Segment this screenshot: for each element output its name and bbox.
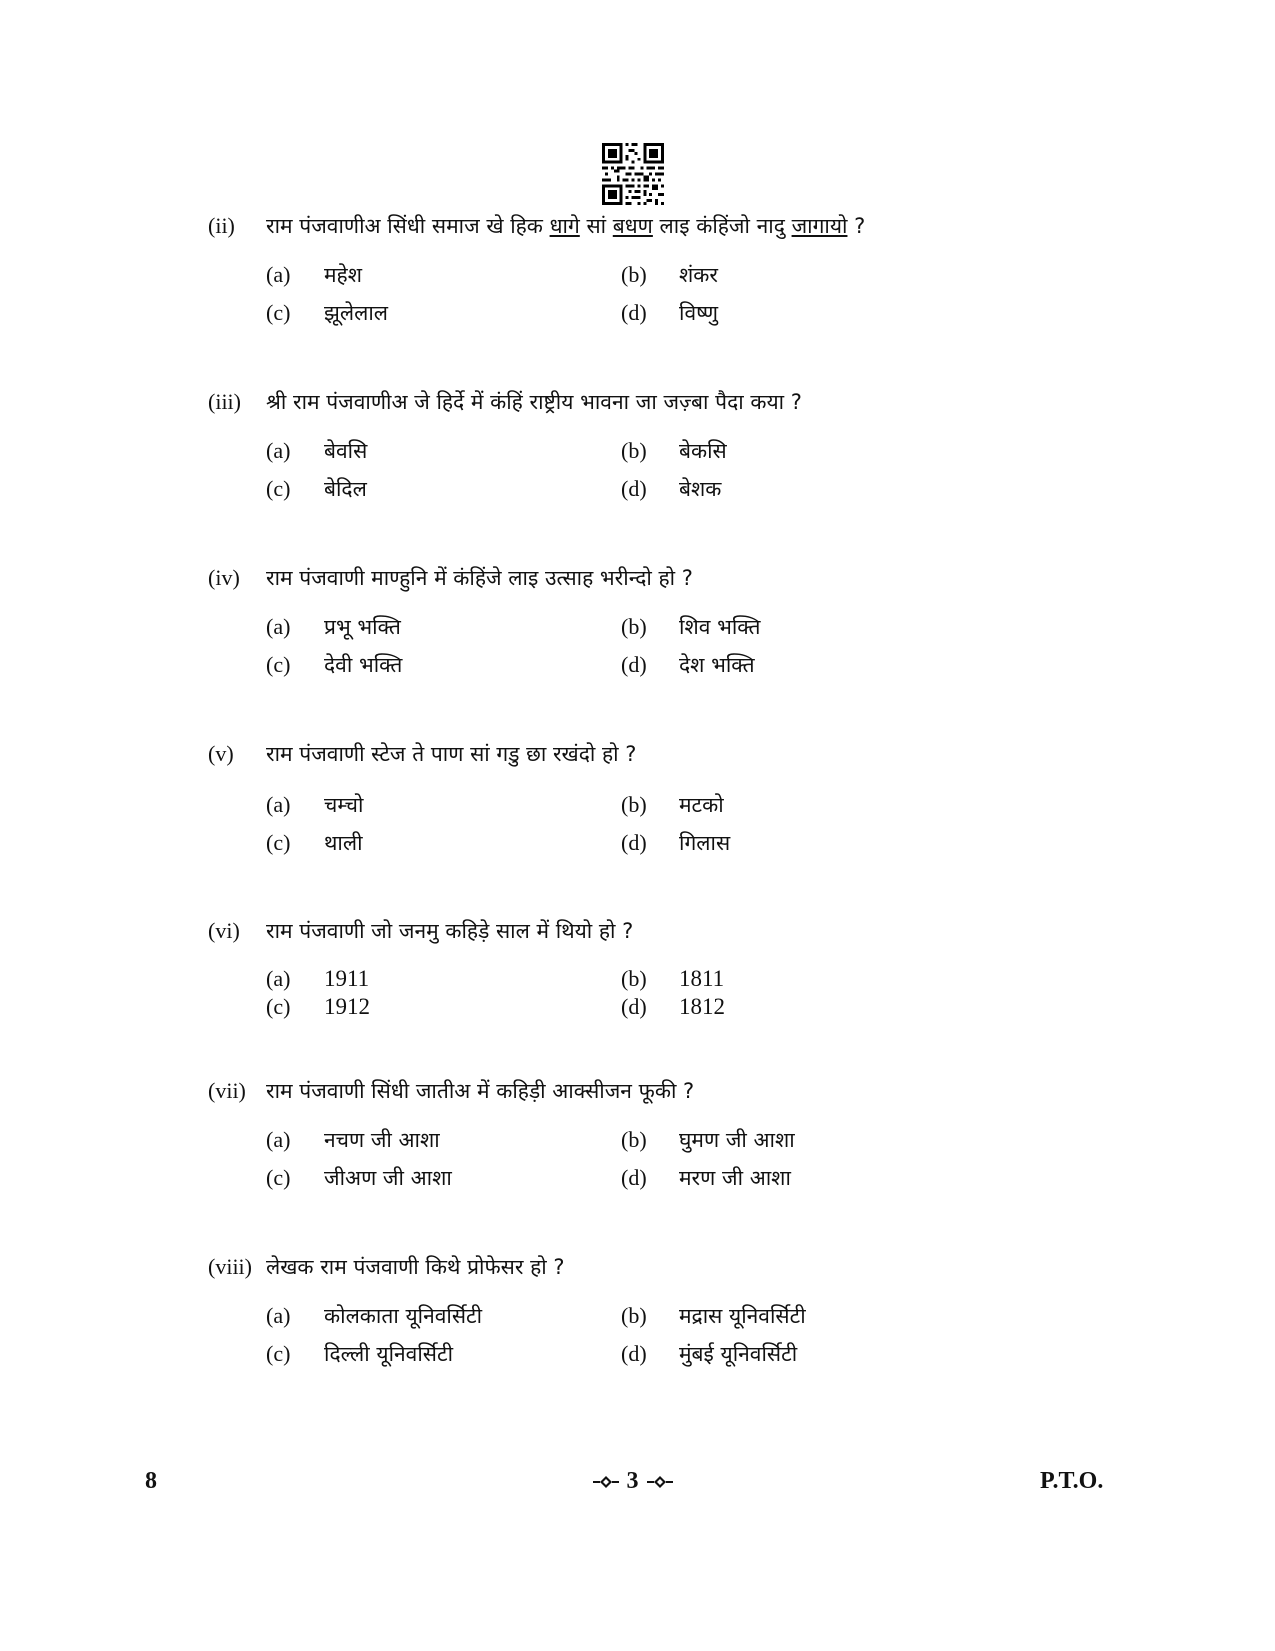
ornament-left-icon bbox=[593, 1475, 619, 1489]
option-d: (d) गिलास bbox=[621, 830, 731, 855]
question-2 bbox=[208, 212, 1108, 327]
option-c: (c) झूलेलाल bbox=[266, 300, 389, 325]
option-c: (c) बेदिल bbox=[266, 476, 367, 501]
option-c: (c) दिल्ली यूनिवर्सिटी bbox=[266, 1341, 454, 1366]
question-7 bbox=[208, 1077, 1108, 1192]
question-3 bbox=[208, 388, 1108, 503]
ornament-right-icon bbox=[647, 1475, 673, 1489]
question-text: राम पंजवाणी माण्हुनि में कंहिंजे लाइ उत्साह भरीन्दो हो ? bbox=[266, 566, 693, 590]
question-number: (viii) bbox=[208, 1254, 252, 1279]
page-number: 3 bbox=[626, 1468, 639, 1494]
question-4 bbox=[208, 564, 1108, 679]
question-number: (v) bbox=[208, 741, 234, 766]
option-c: (c) थाली bbox=[266, 830, 363, 855]
underlined-word: बधण bbox=[612, 214, 653, 238]
question-text: राम पंजवाणी स्टेज ते पाण सां गडु छा रखंदो हो ? bbox=[266, 742, 637, 766]
question-text: राम पंजवाणी सिंधी जातीअ में कहिड़ी आक्सीजन फूकी ? bbox=[266, 1079, 695, 1103]
option-d: (d) मुंबई यूनिवर्सिटी bbox=[621, 1341, 798, 1366]
underlined-word: जागायो bbox=[791, 214, 848, 238]
footer-code: 8 bbox=[145, 1468, 157, 1494]
page-footer bbox=[0, 1468, 1275, 1502]
option-b: (b) बेकसि bbox=[621, 438, 727, 463]
question-number: (ii) bbox=[208, 213, 235, 238]
option-a: (a) चम्चो bbox=[266, 792, 364, 817]
underlined-word: धागे bbox=[549, 214, 580, 238]
option-d: (d) 1812 bbox=[621, 994, 725, 1019]
qr-code bbox=[602, 143, 664, 205]
option-d: (d) बेशक bbox=[621, 476, 722, 501]
option-b: (b) शंकर bbox=[621, 262, 718, 287]
question-6 bbox=[208, 917, 1108, 1020]
question-number: (iii) bbox=[208, 389, 241, 414]
option-c: (c) जीअण जी आशा bbox=[266, 1165, 452, 1190]
question-number: (vi) bbox=[208, 918, 240, 943]
question-8 bbox=[208, 1253, 1108, 1368]
page-number-block bbox=[575, 1468, 690, 1495]
option-d: (d) देश भक्ति bbox=[621, 652, 755, 677]
option-a: (a) नचण जी आशा bbox=[266, 1127, 440, 1152]
question-text: राम पंजवाणी जो जनमु कहिड़े साल में थियो हो ? bbox=[266, 919, 634, 943]
option-a: (a) कोलकाता यूनिवर्सिटी bbox=[266, 1303, 483, 1328]
option-d: (d) विष्णु bbox=[621, 300, 719, 325]
option-a: (a) प्रभू भक्ति bbox=[266, 614, 401, 639]
question-text: श्री राम पंजवाणीअ जे हिर्दे में कंहिं राष्ट्रीय भावना जा जज़्बा पैदा कया ? bbox=[266, 390, 802, 414]
option-a: (a) महेश bbox=[266, 262, 362, 287]
question-text: लेखक राम पंजवाणी किथे प्रोफेसर हो ? bbox=[266, 1255, 565, 1279]
pto-label: P.T.O. bbox=[1040, 1468, 1104, 1494]
option-a: (a) बेवसि bbox=[266, 438, 368, 463]
option-c: (c) देवी भक्ति bbox=[266, 652, 403, 677]
question-number: (iv) bbox=[208, 565, 240, 590]
option-a: (a) 1911 bbox=[266, 966, 370, 991]
question-text: राम पंजवाणीअ सिंधी समाज खे हिक धागे सां बधण लाइ कंहिंजो नादु जागायो ? bbox=[266, 214, 866, 238]
option-b: (b) मद्रास यूनिवर्सिटी bbox=[621, 1303, 806, 1328]
option-b: (b) मटको bbox=[621, 792, 724, 817]
question-number: (vii) bbox=[208, 1078, 246, 1103]
option-b: (b) घुमण जी आशा bbox=[621, 1127, 795, 1152]
option-b: (b) शिव भक्ति bbox=[621, 614, 761, 639]
option-b: (b) 1811 bbox=[621, 966, 725, 991]
option-c: (c) 1912 bbox=[266, 994, 370, 1019]
option-d: (d) मरण जी आशा bbox=[621, 1165, 791, 1190]
question-5 bbox=[208, 740, 1108, 857]
